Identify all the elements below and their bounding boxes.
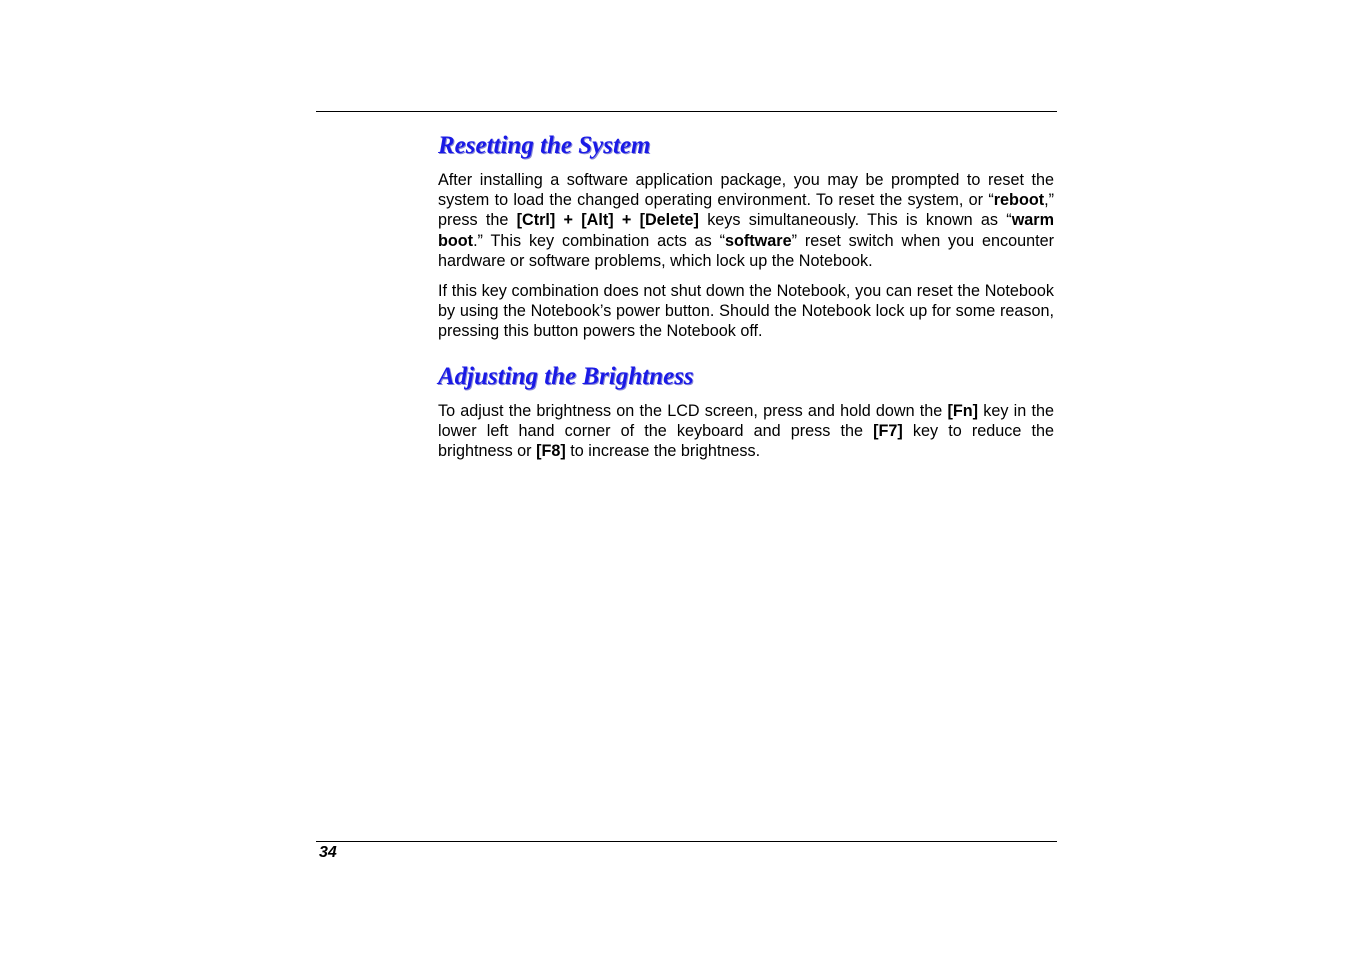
bold-key: [F7] [873, 421, 903, 440]
footer-rule [316, 841, 1057, 842]
section-heading-brightness: Adjusting the Brightness [438, 362, 694, 390]
paragraph-power-button: If this key combination does not shut down the Notebook, you can reset the Notebook by using the Notebook’s power button. Should the Notebook lock up for some reason, pressing this button powers the Notebook off. [438, 282, 1054, 341]
page-content [438, 126, 1054, 461]
paragraph-brightness-instructions: To adjust the brightness on the LCD screen, press and hold down the [Fn] key in the lower left hand corner of the keyboard and press the [F7] key to reduce the brightness or [F8] to increase the brightness. [438, 401, 1054, 461]
page-number: 34 [319, 844, 337, 861]
paragraph-reset-instructions: After installing a software application package, you may be prompted to reset the system to load the changed operating environment. To reset the system, or “reboot,” press the [Ctrl] + [Alt] + [Delete] keys simultaneously. This is known as “warm boot.” This key combination acts as “software” reset switch when you encounter hardware or software problems, which lock up the Notebook. [438, 171, 1055, 270]
bold-term: software [725, 231, 792, 250]
bold-term: warm boot [438, 211, 1054, 250]
bold-key-combo: [Ctrl] + [Alt] + [Delete] [516, 211, 699, 230]
header-rule [316, 111, 1057, 112]
bold-key: [Fn] [947, 401, 979, 420]
bold-key: [F8] [536, 442, 566, 461]
section-heading-resetting: Resetting the System [438, 132, 651, 159]
bold-term: reboot [993, 191, 1045, 210]
